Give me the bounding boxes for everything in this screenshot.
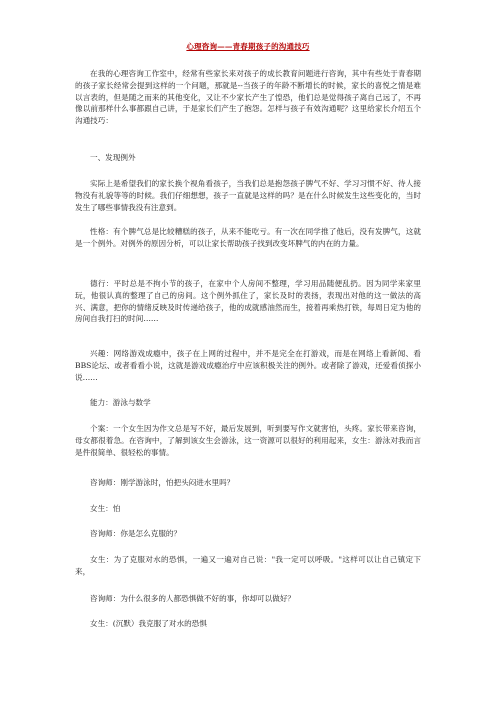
dialogue-line: 咨询师：为什么很多的人都恐惧做不好的事，你却可以做好？	[90, 594, 296, 603]
paragraph-character: 性格：有个脾气总是比较糟糕的孩子，从来不能吃亏。有一次在同学推了他后，没有发脾气，这就是一个例外。对例外的原因分析，可以让家长帮助孩子找到改变坏脾气的内在的力量。	[75, 227, 421, 248]
paragraph-interest: 兴趣：网络游戏成瘾中，孩子在上网的过程中，并不是完全在打游戏，而是在网络上看新闻、看BBS论坛、或者看看小说，这就是游戏成瘾治疗中应该积极关注的例外。或者除了游戏，还爱看侦探小说……	[75, 349, 421, 382]
paragraph-virtue: 德行：平时总是不拘小节的孩子，在家中个人房间不整理，学习用品随便乱扔。因为同学来家里玩，他很认真的整理了自己的房间。这个例外抓住了，家长及时的表扬，表现出对他的这一做法的高兴、满意，把你的情绪反映及时传递给孩子，他的成就感油然而生，接着再乘热打铁，每周日定为他的房间自我打扫的时间……	[75, 279, 421, 324]
dialogue-line: 咨询师：刚学游泳时，怕把头闷进水里吗？	[90, 478, 235, 487]
page-title: 心理咨询——青春期孩子的沟通技巧	[186, 42, 310, 51]
ability-heading: 能力：游泳与数学	[90, 398, 151, 407]
dialogue-line: 女生：怕	[90, 504, 121, 513]
paragraph-exception-intro: 实际上是希望我们的家长换个视角看孩子，当我们总是抱怨孩子脾气不好、学习习惯不好、待人接物没有礼貌等等的时候。我们仔细想想，孩子一直就是这样的吗？是在什么时候发生这些变化的，当时发生了哪些事情我没有注意到。	[75, 179, 421, 212]
dialogue-paragraph: 女生：为了克服对水的恐惧，一遍又一遍对自己说："我一定可以呼吸。"这样可以让自己镇定下来，	[75, 555, 421, 576]
dialogue-line: 女生：(沉默）我克服了对水的恐惧	[90, 619, 207, 628]
paragraph-case: 个案：一个女生因为作文总是写不好，最后发展到，听到要写作文就害怕，头疼。家长带来咨询，母女都很着急。在咨询中，了解到该女生会游泳，这一资源可以很好的利用起来，女生：游泳对我而言是件很简单、很轻松的事情。	[75, 424, 421, 457]
section-heading-1: 一、发现例外	[90, 153, 136, 162]
intro-paragraph: 在我的心理咨询工作室中，经常有些家长来对孩子的成长教育问题进行咨询，其中有些处于青春期的孩子家长经常会提到这样的一个问题，那就是--当孩子的年龄不断增长的时候，家长的喜悦之情是难以言表的，但是随之而来的其他变化，又让不少家长产生了惶恐，他们总是觉得孩子离自己远了，不再像以前那样什么事都跟自己讲，于是家长们产生了抱怨。怎样与孩子有效沟通呢？这里给家长介绍五个沟通技巧：	[75, 69, 421, 126]
dialogue-line: 咨询师：你是怎么克服的？	[90, 529, 182, 538]
